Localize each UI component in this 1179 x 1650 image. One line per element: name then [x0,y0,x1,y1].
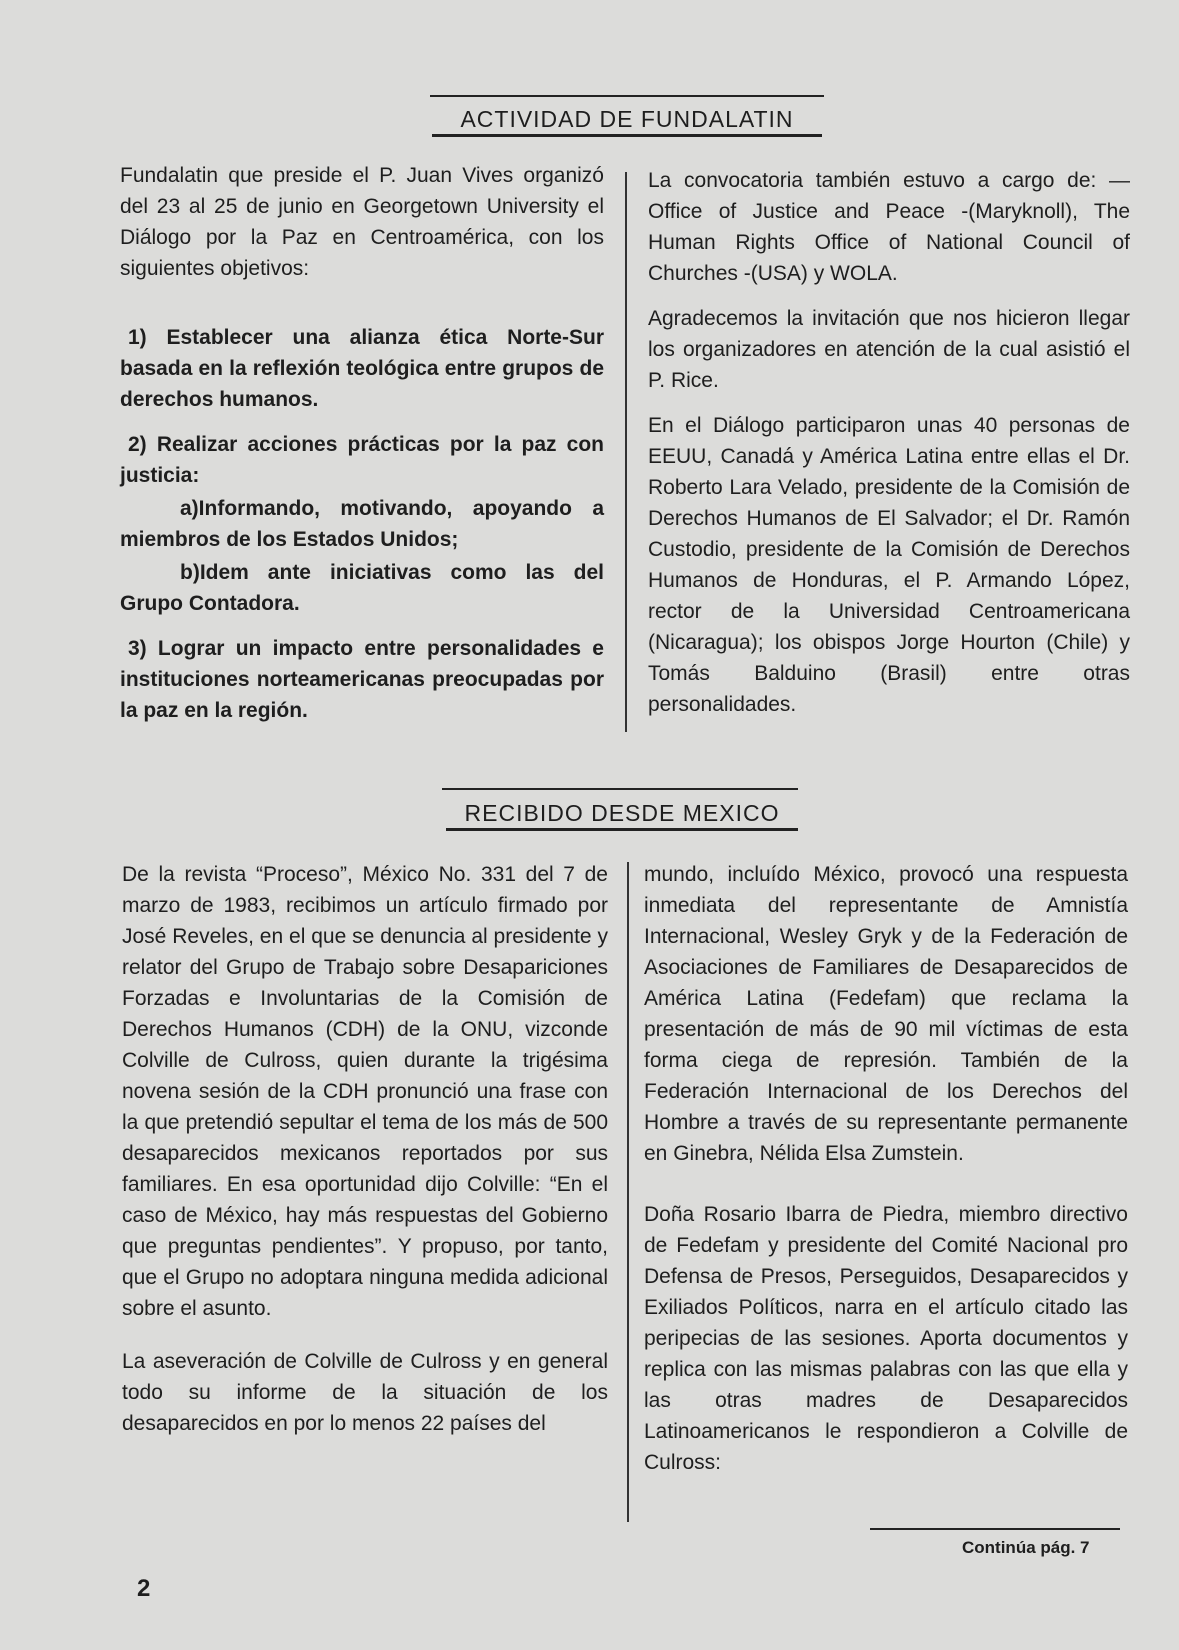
objective-2a: a)Informando, motivando, apoyando a miembros de los Estados Unidos; [120,497,604,551]
actividad-column-divider [625,172,627,732]
objective-1: 1) Establecer una alianza ética Norte-Sur basada en la reflexión teológica entre grupos de derechos humanos. [120,326,604,411]
proceso-paragraph: De la revista “Proceso”, México No. 331 del 7 de marzo de 1983, recibimos un artículo firmado por José Reveles, en el que se denuncia al presidente y relator del Grupo de Trabajo sobre Desapariciones Forzadas e Involuntarias de la Comisión de Derechos Humanos (CDH) de la ONU, vizconde Colville de Culross, quien durante la trigésima novena sesión de la CDH pronunció una frase con la que pretendió sepultar el tema de los más de 500 desaparecidos mexicanos reportados por sus familiares. En esa oportunidad dijo Colville: “En el caso de México, hay más respuestas del Gobierno que preguntas pendientes”. Y propuso, por tanto, que el Grupo no adoptara ninguna medida adicional sobre el asunto. [122,863,608,1320]
rosario-paragraph: Doña Rosario Ibarra de Piedra, miembro directivo de Fedefam y presidente del Comité Nacional pro Defensa de Presos, Perseguidos, Desaparecidos y Exiliados Políticos, narra en el artículo citado las peripecias de las sesiones. Aporta documentos y replica con las mismas palabras con las que ella y las otras madres de Desaparecidos Latinoamericanos le respondieron a Colville de Culross: [644,1203,1128,1474]
respuesta-paragraph: mundo, incluído México, provocó una respuesta inmediata del representante de Amnistía Internacional, Wesley Gryk y de la Federación de Asociaciones de Familiares de Desaparecidos de América Latina (Fedefam) que reclama la presentación de más de 90 mil víctimas de esta forma ciega de represión. También de la Federación Internacional de los Derechos del Hombre a través de su representante permanente en Ginebra, Nélida Elsa Zumstein. [644,863,1128,1165]
convocatoria-paragraph: La convocatoria también estuvo a cargo de: — Office of Justice and Peace -(Maryknoll), The Human Rights Office of National Council of Churches -(USA) y WOLA. [648,169,1130,285]
continua-note: Continúa pág. 7 [962,1538,1090,1557]
dialogo-paragraph: En el Diálogo participaron unas 40 personas de EEUU, Canadá y América Latina entre ellas el Dr. Roberto Lara Velado, presidente de la Comisión de Derechos Humanos de El Salvador; el Dr. Ramón Custodio, presidente de la Comisión de Derechos Humanos de Honduras, el P. Armando López, rector de la Universidad Centroamericana (Nicaragua); los obispos Jorge Hourton (Chile) y Tomás Balduino (Brasil) entre otras personalidades. [648,414,1130,716]
objective-3: 3) Lograr un impacto entre personalidades e instituciones norteamericanas preocupadas por la paz en la región. [120,637,604,722]
title-top-rule-2 [442,788,798,790]
actividad-right-column [648,165,1130,734]
aseveracion-paragraph: La aseveración de Colville de Culross y en general todo su informe de la situación de los desaparecidos en por lo menos 22 países del [122,1350,608,1435]
recibido-left-column [122,859,608,1453]
title-top-rule [430,95,824,97]
page-number: 2 [137,1575,151,1602]
objective-2: 2) Realizar acciones prácticas por la paz con justicia: [120,433,604,487]
actividad-intro: Fundalatin que preside el P. Juan Vives organizó del 23 al 25 de junio en Georgetown University el Diálogo por la Paz en Centroamérica, con los siguientes objetivos: [120,164,604,280]
section-title-recibido: RECIBIDO DESDE MEXICO [446,798,798,831]
section-title-actividad: ACTIVIDAD DE FUNDALATIN [432,104,822,137]
objective-2b: b)Idem ante iniciativas como las del Grupo Contadora. [120,561,604,615]
recibido-column-divider [627,862,629,1522]
recibido-right-column [644,859,1128,1492]
footer-rule [870,1528,1120,1530]
agradecemos-paragraph: Agradecemos la invitación que nos hicieron llegar los organizadores en atención de la cual asistió el P. Rice. [648,307,1130,392]
actividad-left-column [120,160,604,740]
